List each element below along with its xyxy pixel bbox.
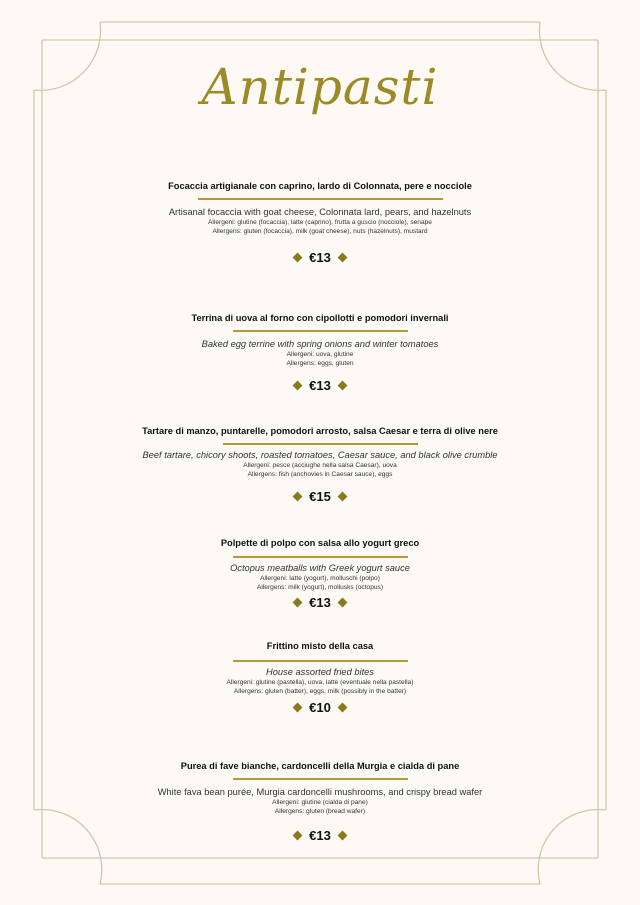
item-description: White fava bean purée, Murgia cardoncelli mushrooms, and crispy bread wafer (157, 787, 483, 797)
item-description: House assorted fried bites (265, 667, 374, 677)
item-allergeni: Allergeni: glutine (focaccia), latte (caprino), frutta a guscio (nocciole), senape (208, 219, 432, 226)
item-allergens: Allergens: gluten (focaccia), milk (goat cheese), nuts (hazelnuts), mustard (212, 228, 428, 235)
price-row (0, 595, 640, 610)
item-allergeni: Allergeni: latte (yogurt), molluschi (polpo) (260, 575, 380, 582)
divider (198, 198, 443, 200)
item-price: €13 (309, 250, 331, 265)
item-allergens: Allergens: fish (anchovies in Caesar sauce), eggs (247, 471, 393, 478)
item-price: €10 (309, 700, 331, 715)
item-name: Tartare di manzo, puntarelle, pomodori arrosto, salsa Caesar e terra di olive nere (142, 426, 498, 436)
price-row (0, 828, 640, 843)
diamond-icon (293, 598, 303, 608)
diamond-icon (293, 253, 303, 263)
item-name: Focaccia artigianale con caprino, lardo di Colonnata, pere e nocciole (168, 181, 472, 191)
diamond-icon (337, 492, 347, 502)
divider (233, 660, 408, 662)
item-allergens: Allergens: milk (yogurt), mollusks (octopus) (256, 584, 384, 591)
price-row (0, 378, 640, 393)
menu-item (0, 640, 640, 715)
price-row (0, 250, 640, 265)
diamond-icon (337, 703, 347, 713)
item-allergeni: Allergeni: pesce (acciughe nella salsa Caesar), uova (243, 462, 397, 469)
item-allergens: Allergens: eggs, gluten (286, 360, 354, 367)
item-allergeni: Allergeni: glutine (cialda di pane) (272, 799, 368, 806)
price-row (0, 700, 640, 715)
menu-item (0, 312, 640, 393)
divider (233, 778, 408, 780)
item-description: Baked egg terrine with spring onions and winter tomatoes (201, 339, 439, 349)
item-price: €13 (309, 828, 331, 843)
item-allergens: Allergens: gluten (bread wafer) (274, 808, 366, 815)
item-price: €13 (309, 378, 331, 393)
diamond-icon (337, 381, 347, 391)
item-description: Artisanal focaccia with goat cheese, Colonnata lard, pears, and hazelnuts (168, 207, 472, 217)
price-row (0, 489, 640, 504)
diamond-icon (337, 598, 347, 608)
menu-item (0, 537, 640, 610)
item-allergeni: Allergeni: glutine (pastella), uova, latte (eventuale nella pastella) (226, 679, 414, 686)
menu-item (0, 760, 640, 843)
item-allergens: Allergens: gluten (batter), eggs, milk (possibly in the batter) (233, 688, 407, 695)
diamond-icon (293, 703, 303, 713)
item-allergeni: Allergeni: uova, glutine (286, 351, 354, 358)
menu-item (0, 180, 640, 265)
divider (233, 556, 408, 558)
item-price: €13 (309, 595, 331, 610)
item-name: Frittino misto della casa (266, 641, 374, 651)
divider (223, 443, 418, 445)
item-price: €15 (309, 489, 331, 504)
item-name: Purea di fave bianche, cardoncelli della Murgia e cialda di pane (180, 761, 460, 771)
page-title: Antipasti (201, 58, 439, 116)
item-name: Terrina di uova al forno con cipollotti e pomodori invernali (191, 313, 449, 323)
item-description: Beef tartare, chicory shoots, roasted tomatoes, Caesar sauce, and black olive crumble (142, 450, 498, 460)
diamond-icon (293, 492, 303, 502)
diamond-icon (293, 831, 303, 841)
diamond-icon (293, 381, 303, 391)
item-description: Octopus meatballs with Greek yogurt sauce (230, 563, 410, 573)
diamond-icon (337, 253, 347, 263)
diamond-icon (337, 831, 347, 841)
menu-item (0, 425, 640, 504)
item-name: Polpette di polpo con salsa allo yogurt greco (220, 538, 420, 548)
divider (233, 330, 408, 332)
